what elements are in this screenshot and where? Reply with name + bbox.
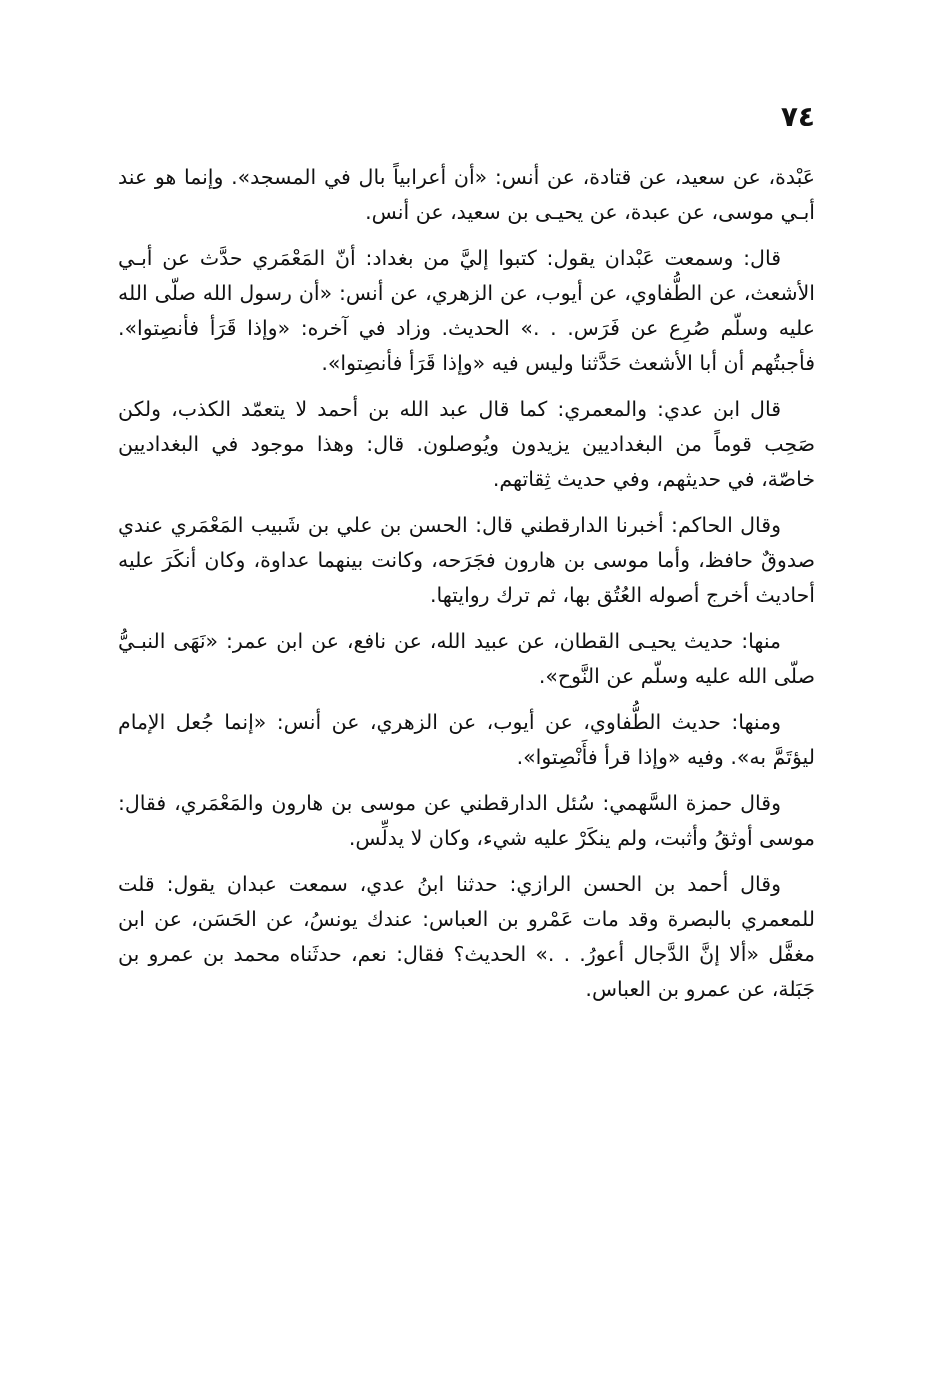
page-number: ٧٤: [780, 100, 815, 133]
paragraph-7: وقال حمزة السَّهمي: سُئل الدارقطني عن موسى بن هارون والمَعْمَري، فقال: موسى أوثقُ وأثبت، ولم ينكَرْ عليه شيء، وكان لا يدلِّس.: [118, 791, 815, 850]
paragraph-6: ومنها: حديث الطُّفاوي، عن أيوب، عن الزهري، عن أنس: «إنما جُعل الإمام ليؤتَمَّ به». وفيه «وإذا قرأ فأَنْصِتوا».: [118, 710, 815, 769]
paragraph-2: قال: وسمعت عَبْدان يقول: كتبوا إليَّ من بغداد: أنّ المَعْمَري حدَّث عن أبـي الأشعث، عن الطُّفاوي، عن أيوب، عن الزهري، عن أنس: «أن رسول الله صلّى الله عليه وسلّم صُرِع عن فَرَس. . .» الحديث. وزاد في آخره: «وإذا قَرَأ فأنصِتوا». فأجبتُهم أن أبا الأشعث حَدَّثنا وليس فيه «وإذا قَرَأ فأنصِتوا».: [118, 246, 815, 375]
paragraph-4: وقال الحاكم: أخبرنا الدارقطني قال: الحسن بن علي بن شَبيب المَعْمَري عندي صدوقٌ حافظ، وأما موسى بن هارون فجَرَحه، وكانت بينهما عداوة، وكان أنكَرَ عليه أحاديث أخرج أصوله العُتُق بها، ثم ترك روايتها.: [118, 513, 815, 607]
paragraph-1: عَبْدة، عن سعيد، عن قتادة، عن أنس: «أن أعرابياً بال في المسجد». وإنما هو عند أبـي موسى، عن عبدة، عن يحيـى بن سعيد، عن أنس.: [118, 165, 815, 224]
paragraph-8: وقال أحمد بن الحسن الرازي: حدثنا ابنُ عدي، سمعت عبدان يقول: قلت للمعمري بالبصرة وقد مات عَمْرو بن العباس: عندك يونسُ، عن الحَسَن، عن ابن مغفَّل «ألا إنَّ الدَّجال أعورُ. . .» الحديث؟ فقال: نعم، حدثَناه محمد بن عمرو بن جَبَلة، عن عمرو بن العباس.: [118, 872, 815, 1001]
page-body: [118, 160, 815, 1018]
paragraph-5: منها: حديث يحيـى القطان، عن عبيد الله، عن نافع، عن ابن عمر: «نَهَى النبـيُّ صلّى الله عليه وسلّم عن النَّوح».: [118, 629, 815, 688]
paragraph-3: قال ابن عدي: والمعمري: كما قال عبد الله بن أحمد لا يتعمّد الكذب، ولكن صَحِب قوماً من البغداديين يزيدون ويُوصلون. قال: وهذا موجود في البغداديين خاصّة، في حديثهم، وفي حديث ثِقاتهم.: [118, 397, 815, 491]
